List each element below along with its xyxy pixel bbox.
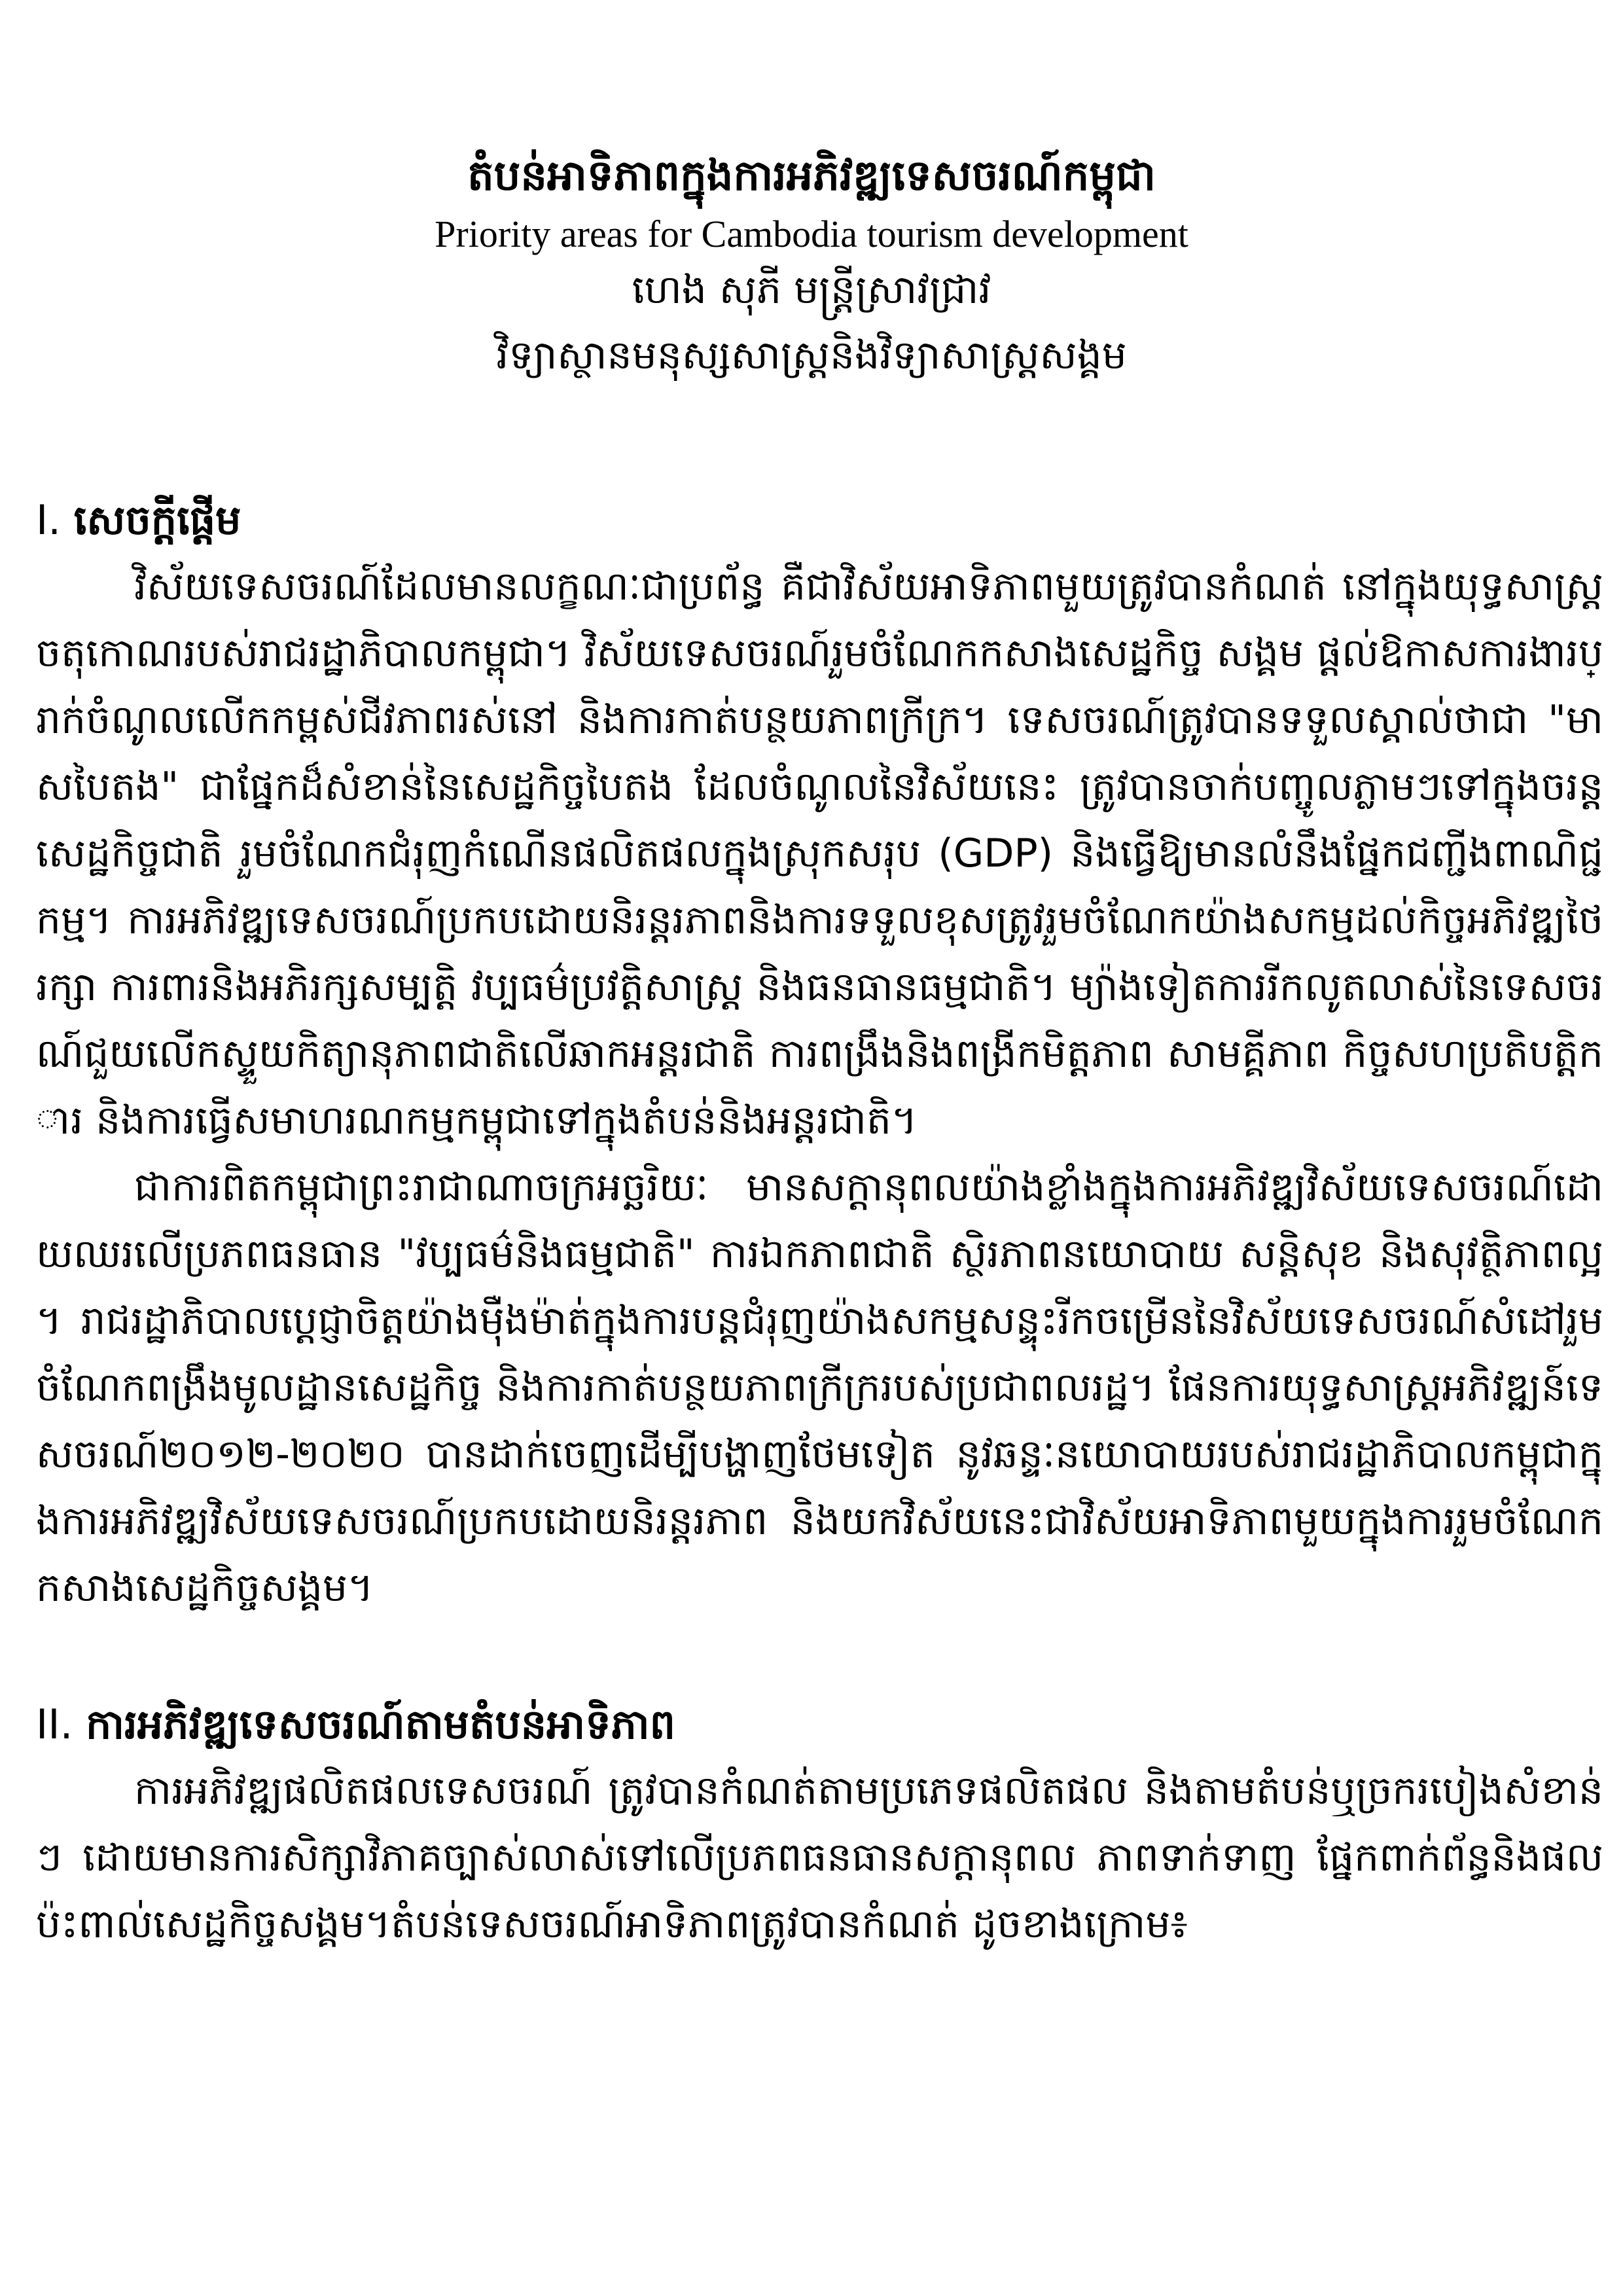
section-number: I. <box>36 496 61 544</box>
section-title: ការអភិវឌ្ឍទេសចរណ៍តាមតំបន់អាទិភាព <box>86 1700 675 1748</box>
document-title: តំបន់អាទិភាពក្នុងការអភិវឌ្ឍទេសចរណ៍កម្ពុជា <box>467 152 1156 200</box>
document-header <box>0 141 1623 388</box>
author-line: ហេង សុភី មន្ត្រីស្រាវជ្រាវ <box>632 267 991 313</box>
section-priority-areas <box>36 1692 1603 1958</box>
section-number: II. <box>36 1700 73 1748</box>
section-heading <box>36 1692 1603 1757</box>
body-paragraph: ជាការពិតកម្ពុជាព្រះរាជាណាចក្រអច្ឆរិយៈ មានសក្តានុពលយ៉ាងខ្លាំងក្នុងការអភិវឌ្ឍវិស័យទេសចរណ៍ដោយឈរលើប្រភពធនធាន "វប្បធម៌និងធម្មជាតិ" ការឯកភាពជាតិ ស្ថិរភាពនយោបាយ សន្តិសុខ និងសុវត្ថិភាពល្អ។ រាជរដ្ឋាភិបាលប្តេជ្ញាចិត្តយ៉ាងម៉ឺងម៉ាត់ក្នុងការបន្តជំរុញយ៉ាងសកម្មសន្ទុះរីកចម្រើននៃវិស័យទេសចរណ៍សំដៅរួមចំណែកពង្រឹងមូលដ្ឋានសេដ្ឋកិច្ច និងការកាត់បន្ថយភាពក្រីក្ររបស់ប្រជាពលរដ្ឋ។ ផែនការយុទ្ធសាស្ត្រអភិវឌ្ឍន៍ទេសចរណ៍២០១២-២០២០ បានដាក់ចេញដើម្បីបង្ហាញថែមទៀត នូវឆន្ទៈនយោបាយរបស់រាជរដ្ឋាភិបាលកម្ពុជាក្នុងការអភិវឌ្ឍវិស័យទេសចរណ៍ប្រកបដោយនិរន្តរភាព និងយកវិស័យនេះជាវិស័យអាទិភាពមួយក្នុងការរួមចំណែកកសាងសេដ្ឋកិច្ចសង្គម។ <box>36 1164 1603 1611</box>
section-title: សេចក្តីផ្តើម <box>73 496 241 544</box>
institute-line: វិទ្យាស្ថានមនុស្សសាស្ត្រនិងវិទ្យាសាស្ត្រសង្គម <box>496 332 1127 378</box>
section-introduction <box>36 488 1603 1621</box>
section-heading <box>36 488 1603 553</box>
body-paragraph: វិស័យទេសចរណ៍ដែលមានលក្ខណៈជាប្រព័ន្ធ គឺជាវិស័យអាទិភាពមួយត្រូវបានកំណត់ នៅក្នុងយុទ្ធសាស្ត្រចតុកោណរបស់រាជរដ្ឋាភិបាលកម្ពុជា។ វិស័យទេសចរណ៍រួមចំណែកកសាងសេដ្ឋកិច្ច សង្គម ផ្តល់ឱកាសការងារប្រាក់ចំណូលលើកកម្ពស់ជីវភាពរស់នៅ និងការកាត់បន្ថយភាពក្រីក្រ។ ទេសចរណ៍ត្រូវបានទទួលស្គាល់ថាជា "មាសបៃតង" ជាផ្នែកដ៏សំខាន់នៃសេដ្ឋកិច្ចបៃតង ដែលចំណូលនៃវិស័យនេះ ត្រូវបានចាក់បញ្ចូលភ្លាមៗទៅក្នុងចរន្តសេដ្ឋកិច្ចជាតិ រួមចំណែកជំរុញកំណើនផលិតផលក្នុងស្រុកសរុប (GDP) និងធ្វើឱ្យមានលំនឹងផ្នែកជញ្ជីងពាណិជ្ជកម្ម។ ការអភិវឌ្ឍទេសចរណ៍ប្រកបដោយនិរន្តរភាពនិងការទទួលខុសត្រូវរួមចំណែកយ៉ាងសកម្មដល់កិច្ចអភិវឌ្ឍថៃរក្សា ការពារនិងអភិរក្សសម្បត្តិ វប្បធម៌ប្រវត្តិសាស្ត្រ និងធនធានធម្មជាតិ។ ម្យ៉ាងទៀតការរីកលូតលាស់នៃទេសចរណ៍ជួយលើកស្ទួយកិត្យានុភាពជាតិលើឆាកអន្តរជាតិ ការពង្រឹងនិងពង្រីកមិត្តភាព សាមគ្គីភាព កិច្ចសហប្រតិបត្តិការ និងការធ្វើសមាហរណកម្មកម្ពុជាទៅក្នុងតំបន់និងអន្តរជាតិ។ <box>36 564 1603 1143</box>
document-subtitle: Priority areas for Cambodia tourism development <box>435 213 1188 255</box>
body-paragraph: ការអភិវឌ្ឍផលិតផលទេសចរណ៍ ត្រូវបានកំណត់តាមប្រភេទផលិតផល និងតាមតំបន់ឬច្រករបៀងសំខាន់ៗ ដោយមានការសិក្សាវិភាគច្បាស់លាស់ទៅលើប្រភពធនធានសក្តានុពល ភាពទាក់ទាញ ផ្នែកពាក់ព័ន្ធនិងផលប៉ះពាល់សេដ្ឋកិច្ចសង្គម។តំបន់ទេសចរណ៍អាទិភាពត្រូវបានកំណត់ ដូចខាងក្រោម៖ <box>36 1768 1603 1947</box>
